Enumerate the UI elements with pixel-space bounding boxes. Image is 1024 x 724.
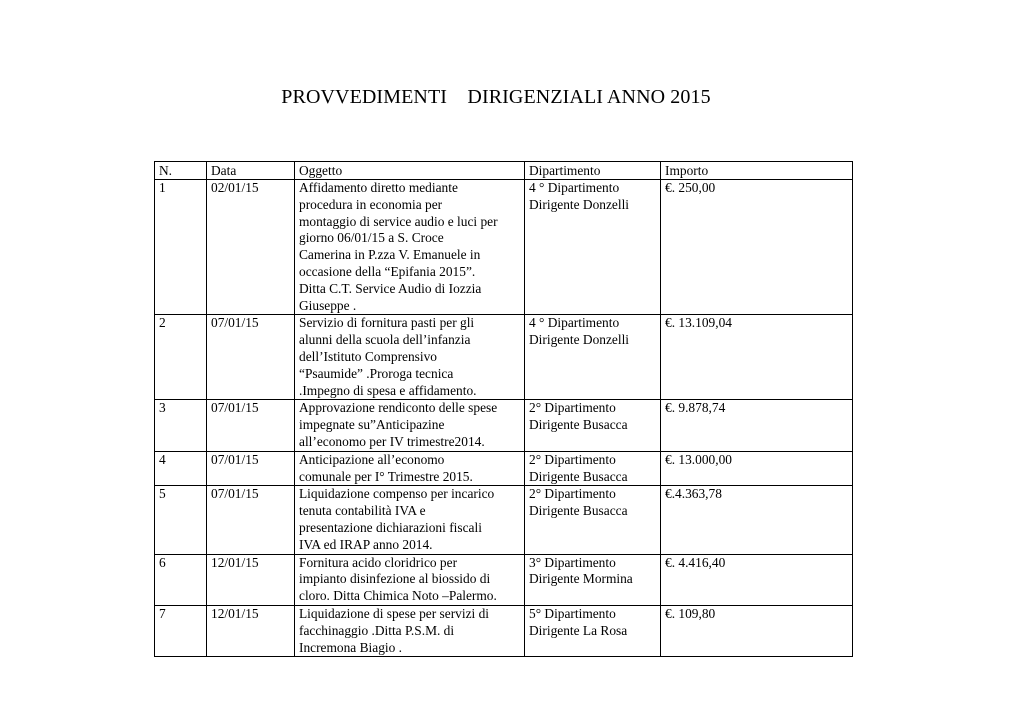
row-number: 7: [155, 605, 207, 656]
row-subject: Affidamento diretto mediante procedura in economia per montaggio di service audio e luci per giorno 06/01/15 a S. Croce Camerina in P.zza V. Emanuele in occasione della “Epifania 2015”. Ditta C.T. Service Audio di Iozzia Giuseppe .: [295, 180, 525, 315]
row-amount: €. 9.878,74: [661, 400, 853, 451]
row-subject: Approvazione rendiconto delle spese impegnate su”Anticipazine all’economo per IV trimestre2014.: [295, 400, 525, 451]
row-amount: €. 13.000,00: [661, 451, 853, 486]
table-row: [155, 451, 853, 486]
row-number: 2: [155, 315, 207, 400]
row-number: 1: [155, 180, 207, 315]
row-amount: €. 4.416,40: [661, 554, 853, 605]
row-subject: Liquidazione compenso per incarico tenuta contabilità IVA e presentazione dichiarazioni fiscali IVA ed IRAP anno 2014.: [295, 486, 525, 554]
row-number: 6: [155, 554, 207, 605]
row-subject: Anticipazione all’economo comunale per I° Trimestre 2015.: [295, 451, 525, 486]
row-amount: €. 250,00: [661, 180, 853, 315]
provvedimenti-table: [154, 161, 853, 657]
table-row: [155, 554, 853, 605]
row-department: 2° Dipartimento Dirigente Busacca: [525, 486, 661, 554]
row-department: 2° Dipartimento Dirigente Busacca: [525, 400, 661, 451]
row-number: 4: [155, 451, 207, 486]
row-number: 3: [155, 400, 207, 451]
header-subject: Oggetto: [295, 162, 525, 180]
row-date: 07/01/15: [207, 315, 295, 400]
row-date: 12/01/15: [207, 605, 295, 656]
row-date: 12/01/15: [207, 554, 295, 605]
header-row: [155, 162, 853, 180]
table-row: [155, 486, 853, 554]
table-row: [155, 180, 853, 315]
header-num: N.: [155, 162, 207, 180]
header-amount: Importo: [661, 162, 853, 180]
row-date: 07/01/15: [207, 486, 295, 554]
table-row: [155, 315, 853, 400]
row-amount: €.4.363,78: [661, 486, 853, 554]
row-date: 07/01/15: [207, 451, 295, 486]
header-department: Dipartimento: [525, 162, 661, 180]
row-subject: Servizio di fornitura pasti per gli alunni della scuola dell’infanzia dell’Istituto Comprensivo “Psaumide” .Proroga tecnica .Impegno di spesa e affidamento.: [295, 315, 525, 400]
table-row: [155, 400, 853, 451]
row-date: 07/01/15: [207, 400, 295, 451]
row-department: 3° Dipartimento Dirigente Mormina: [525, 554, 661, 605]
row-amount: €. 13.109,04: [661, 315, 853, 400]
row-amount: €. 109,80: [661, 605, 853, 656]
header-date: Data: [207, 162, 295, 180]
row-department: 5° Dipartimento Dirigente La Rosa: [525, 605, 661, 656]
row-number: 5: [155, 486, 207, 554]
row-department: 4 ° Dipartimento Dirigente Donzelli: [525, 180, 661, 315]
row-department: 2° Dipartimento Dirigente Busacca: [525, 451, 661, 486]
row-subject: Liquidazione di spese per servizi di facchinaggio .Ditta P.S.M. di Incremona Biagio .: [295, 605, 525, 656]
table-row: [155, 605, 853, 656]
row-department: 4 ° Dipartimento Dirigente Donzelli: [525, 315, 661, 400]
row-subject: Fornitura acido cloridrico per impianto disinfezione al biossido di cloro. Ditta Chimica Noto –Palermo.: [295, 554, 525, 605]
page-title: PROVVEDIMENTI DIRIGENZIALI ANNO 2015: [281, 86, 711, 108]
row-date: 02/01/15: [207, 180, 295, 315]
